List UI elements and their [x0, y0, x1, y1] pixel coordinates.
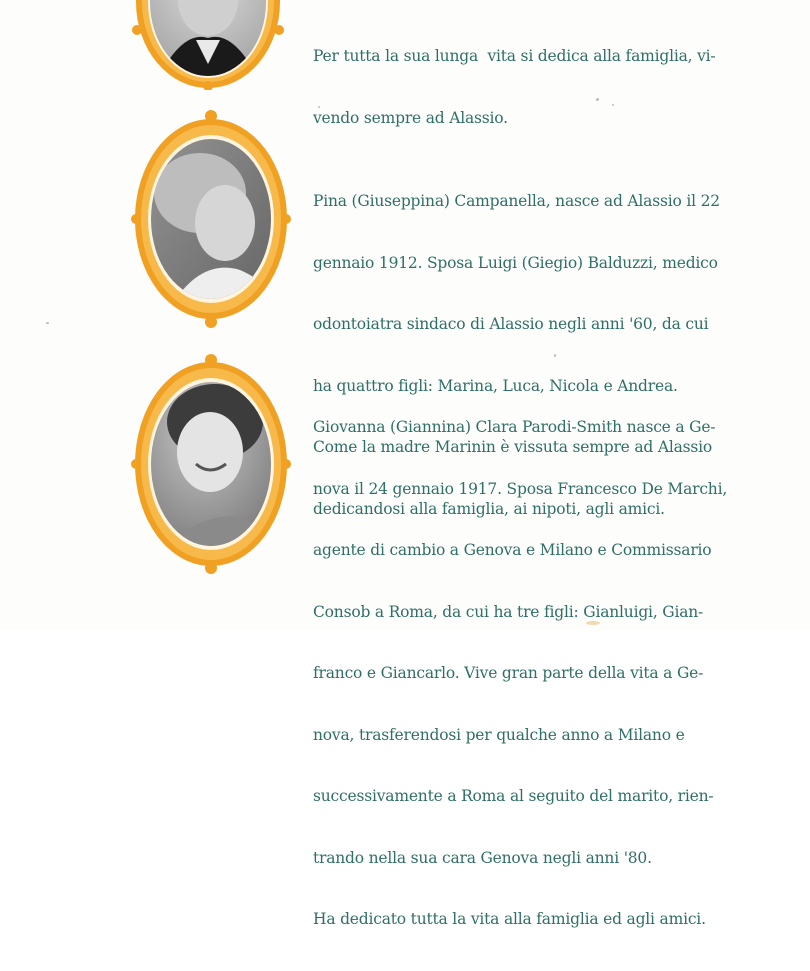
bio-3-line-5: franco e Giancarlo. Vive gran parte della vita a Ge- — [313, 664, 704, 682]
framed-photo-2 — [130, 108, 292, 330]
portrait-frame-3 — [130, 352, 292, 577]
bio-3-line-8: trando nella sua cara Genova negli anni '80. — [313, 848, 652, 867]
bio-2-line-4: ha quattro figli: Marina, Luca, Nicola e Andrea. — [313, 376, 678, 395]
scan-speck — [554, 354, 556, 357]
bio-2-line-3: odontoiatra sindaco di Alassio negli anni '60, da cui — [313, 315, 709, 333]
bio-3-line-1: Giovanna (Giannina) Clara Parodi-Smith nasce a Ge- — [313, 418, 716, 436]
bio-3-line-6: nova, trasferendosi per qualche anno a Milano e — [313, 725, 685, 744]
portrait-frame-1 — [128, 0, 288, 90]
scan-speck — [612, 104, 614, 106]
framed-photo-3 — [130, 352, 292, 577]
scan-speck — [46, 322, 49, 324]
scan-speck — [586, 621, 600, 625]
portrait-frame-2 — [130, 108, 292, 330]
scan-speck — [318, 106, 320, 108]
biography-1 — [313, 5, 715, 169]
bio-2-line-6: dedicandosi alla famiglia, ai nipoti, agli amici. — [313, 499, 665, 518]
bio-3-line-4: Consob a Roma, da cui ha tre figli: Gianluigi, Gian- — [313, 602, 704, 621]
bio-2-line-1: Pina (Giuseppina) Campanella, nasce ad Alassio il 22 — [313, 192, 720, 210]
bio-1-line-1: Per tutta la sua lunga vita si dedica alla famiglia, vi- — [313, 47, 716, 65]
framed-photo-1 — [128, 0, 288, 90]
scan-speck — [596, 98, 599, 101]
bio-3-line-7: successivamente a Roma al seguito del marito, rien- — [313, 787, 714, 805]
bio-2-line-2: gennaio 1912. Sposa Luigi (Giegio) Balduzzi, medico — [313, 253, 718, 272]
biography-3 — [313, 376, 727, 971]
bio-3-line-9: Ha dedicato tutta la vita alla famiglia ed agli amici. — [313, 910, 706, 928]
bio-2-line-5: Come la madre Marinin è vissuta sempre ad Alassio — [313, 438, 713, 456]
bio-3-line-3: agente di cambio a Genova e Milano e Commissario — [313, 541, 712, 559]
bio-1-line-2: vendo sempre ad Alassio. — [313, 108, 508, 127]
bio-3-line-2: nova il 24 gennaio 1917. Sposa Francesco De Marchi, — [313, 479, 728, 498]
